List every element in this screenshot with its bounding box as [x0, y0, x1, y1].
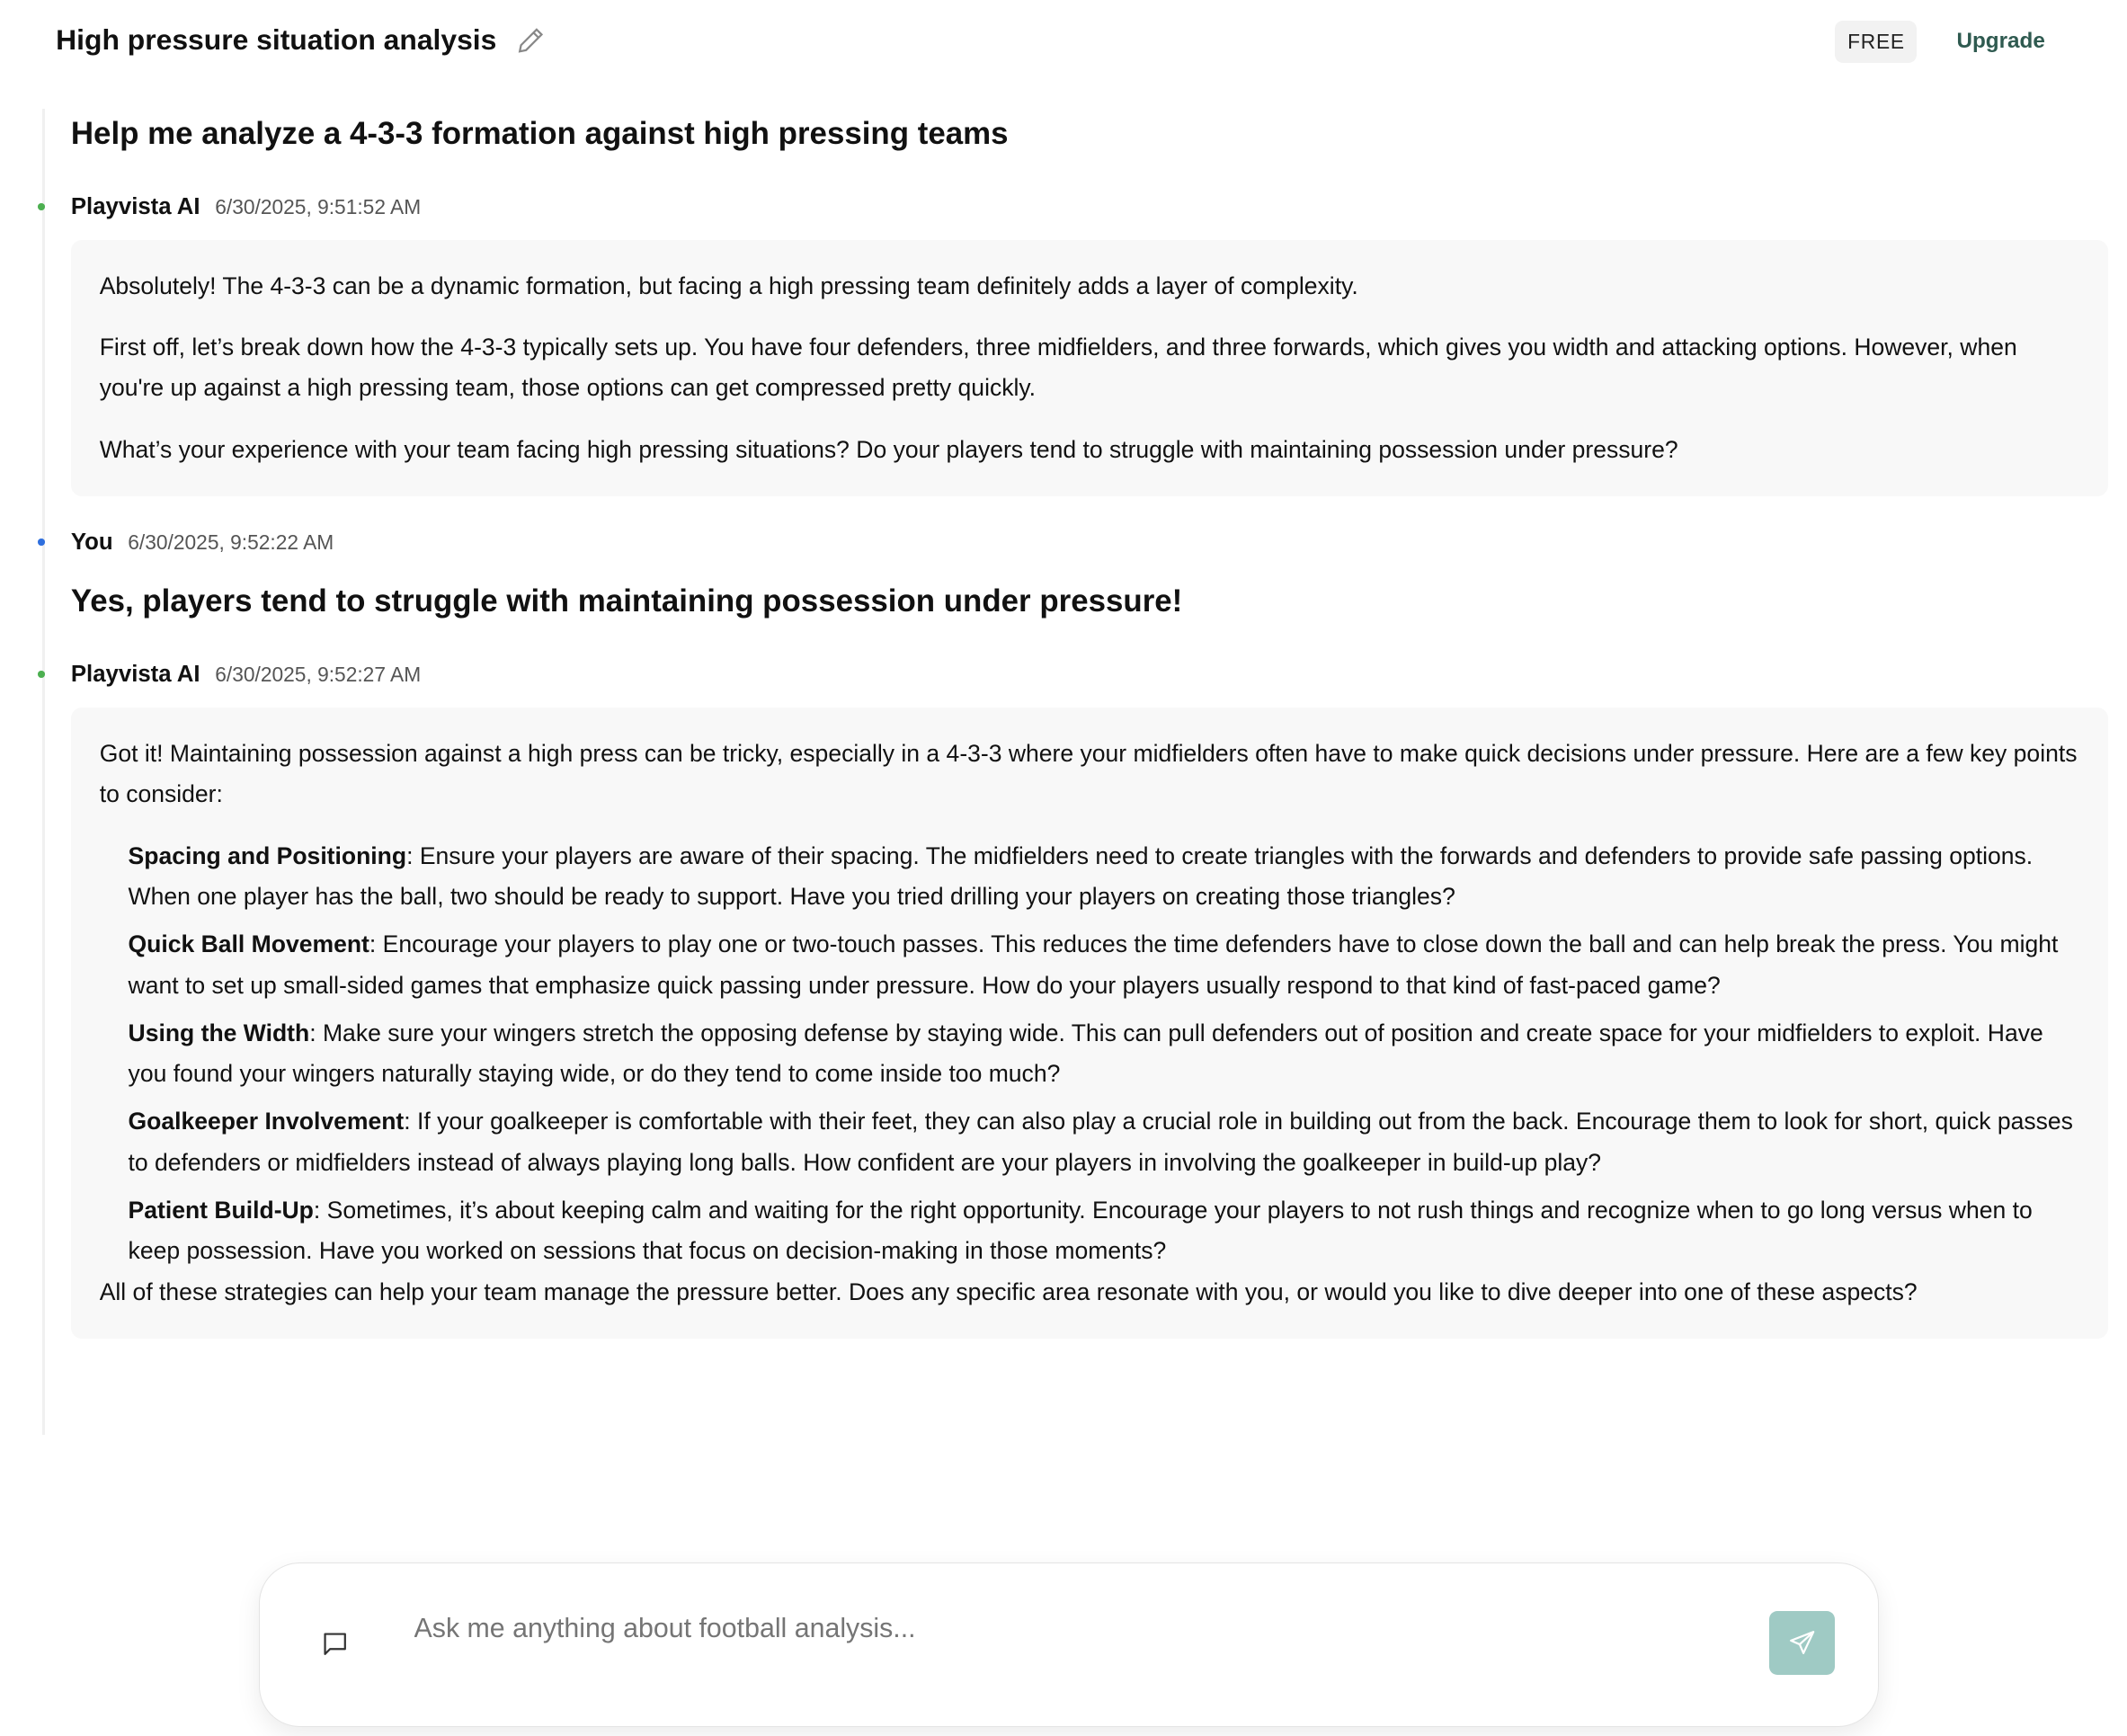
conversation-title — [56, 23, 546, 57]
point-text: : If your goalkeeper is comfortable with their feet, they can also play a crucial role in building out from the back. Encourage them to look for short, quick passes to defenders or midfielders instead of always playing long balls. How confident are your players in involving the goalkeeper in build-up play? — [128, 1108, 2073, 1176]
chat-composer — [259, 1562, 1879, 1726]
user-message: Yes, players tend to struggle with maintaining possession under pressure! — [70, 583, 1183, 619]
list-item — [129, 924, 2079, 1006]
message-timestamp: 6/30/2025, 9:52:22 AM — [128, 530, 334, 554]
list-item — [129, 1101, 2079, 1183]
ai-status-dot — [38, 203, 45, 210]
user-status-dot — [38, 539, 45, 546]
conversation-thread — [71, 109, 2108, 1339]
ai-message — [71, 708, 2108, 1339]
list-item — [129, 836, 2079, 918]
message-input[interactable] — [412, 1613, 1726, 1646]
message-outro: All of these strategies can help your team manage the pressure better. Does any specific area resonate with you, or would you like to dive deeper into one of these aspects? — [99, 1278, 1918, 1305]
thread-rail — [42, 109, 45, 1434]
message-timestamp: 6/30/2025, 9:52:27 AM — [215, 663, 422, 687]
message-meta — [71, 528, 2108, 557]
chat-bubble-icon — [320, 1629, 350, 1659]
point-title: Quick Ball Movement — [128, 930, 369, 958]
upgrade-link[interactable]: Upgrade — [1956, 28, 2045, 53]
conversation-title-text: High pressure situation analysis — [56, 22, 497, 56]
point-title: Patient Build-Up — [128, 1196, 314, 1224]
send-icon — [1787, 1628, 1817, 1658]
point-title: Spacing and Positioning — [128, 841, 407, 869]
point-title: Using the Width — [128, 1019, 310, 1046]
message-paragraph: What’s your experience with your team facing high pressing situations? Do your players tend to struggle with maintaining possession under pressure? — [99, 435, 1678, 463]
message-paragraph: First off, let’s break down how the 4-3-3 typically sets up. You have four defenders, three midfielders, and three forwards, which gives you width and attacking options. However, when you're up against a high pressing team, those options can get compressed pretty quickly. — [99, 333, 2017, 402]
message-author: Playvista AI — [70, 193, 200, 219]
key-points-list — [129, 836, 2079, 1272]
point-text: : Sometimes, it’s about keeping calm and waiting for the right opportunity. Encourage your players to not rush things and recognize when to go long versus when to keep possession. Have you worked on sessions that focus on decision-making in those moments? — [128, 1196, 2033, 1265]
message-meta — [71, 192, 2108, 222]
message-paragraph: Absolutely! The 4-3-3 can be a dynamic formation, but facing a high pressing team definitely adds a layer of complexity. — [99, 272, 1358, 299]
conversation-prompt: Help me analyze a 4-3-3 formation against high pressing teams — [70, 115, 1009, 151]
ai-message — [71, 240, 2108, 496]
point-text: : Make sure your wingers stretch the opposing defense by staying wide. This can pull defenders out of position and create space for your midfielders to exploit. Have you found your wingers naturally staying wide, or do they tend to come inside too much? — [128, 1019, 2043, 1088]
list-item — [129, 1190, 2079, 1272]
message-author: Playvista AI — [70, 662, 200, 688]
edit-pencil-icon[interactable] — [516, 25, 546, 55]
plan-badge: FREE — [1835, 21, 1917, 63]
list-item — [129, 1013, 2079, 1095]
message-author: You — [70, 529, 113, 555]
message-meta — [71, 660, 2108, 690]
point-text: : Ensure your players are aware of their spacing. The midfielders need to create triangles with the forwards and defenders to provide safe passing options. When one player has the ball, two should be ready to support. Have you tried drilling your players on creating those triangles? — [128, 841, 2034, 911]
send-button[interactable] — [1769, 1611, 1835, 1675]
message-intro: Got it! Maintaining possession against a high press can be tricky, especially in a 4-3-3 where your midfielders often have to make quick decisions under pressure. Here are a few key points to consider: — [99, 739, 2078, 808]
ai-status-dot — [38, 671, 45, 678]
message-timestamp: 6/30/2025, 9:51:52 AM — [215, 194, 422, 218]
point-title: Goalkeeper Involvement — [128, 1108, 405, 1135]
point-text: : Encourage your players to play one or two-touch passes. This reduces the time defenders have to close down the ball and can help break the press. You might want to set up small-sided games that emphasize quick passing under pressure. How do your players usually respond to that kind of fast-paced game? — [128, 930, 2059, 999]
